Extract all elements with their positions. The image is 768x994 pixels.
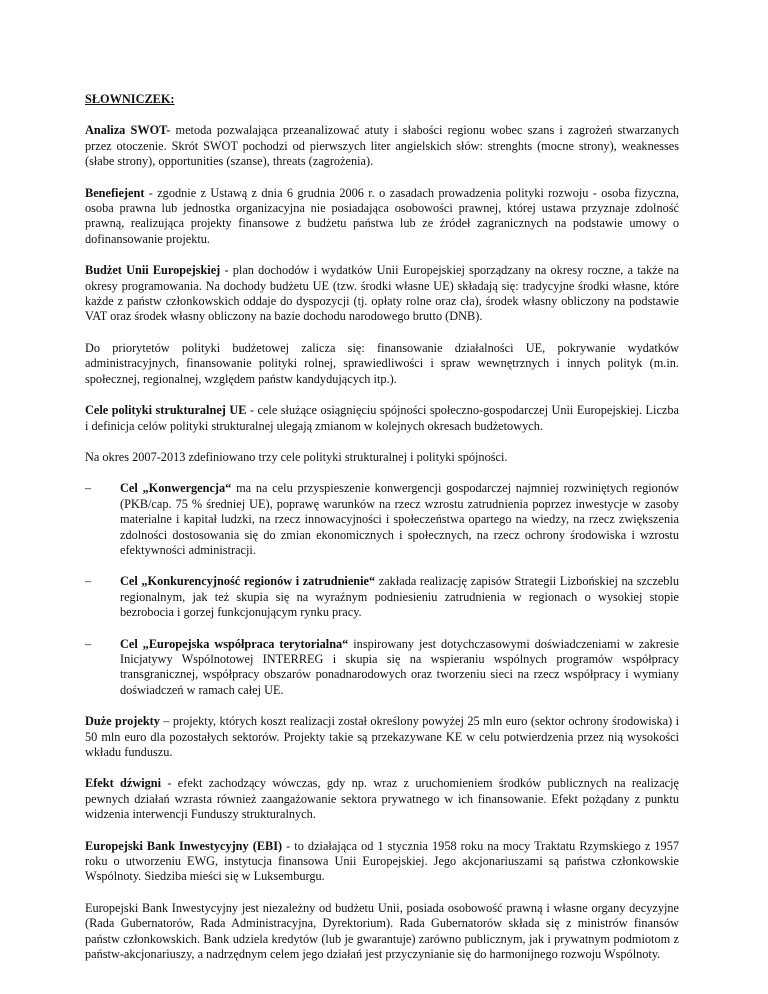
list-item xyxy=(85,574,679,620)
document-page xyxy=(85,92,679,976)
entry-text: – projekty, których koszt realizacji został określony powyżej 25 mln euro (sektor ochrony środowiska) i 50 mln euro dla pozostałych sektorów. Projekty takie są przekazywane KE w celu potwierdzenia przez nią wysokości wkładu funduszu. xyxy=(85,714,679,759)
dash-bullet-icon: – xyxy=(85,481,92,496)
list-item xyxy=(85,637,679,699)
entry-beneficjent xyxy=(85,186,679,248)
entry-swot xyxy=(85,123,679,169)
entry-text: Do priorytetów polityki budżetowej zalicza się: finansowanie działalności UE, pokrywanie wydatków administracyjnych, finansowanie polityki rolnej, sprawiedliwości i spraw wewnętrznych i innych polityk (m.in. społecznej, regionalnej, względem państw kandydujących itp.). xyxy=(85,340,679,386)
entry-ebi xyxy=(85,839,679,885)
paragraph-okres xyxy=(85,450,679,465)
dash-bullet-icon: – xyxy=(85,574,92,589)
entry-text: - to działająca od 1 stycznia 1958 roku na mocy Traktatu Rzymskiego z 1957 roku o utworzeniu EWG, instytucja finansowa Unii Europejskiej. Jego akcjonariuszami są państwa członkowskie Wspólnoty. Siedziba mieści się w Luksemburgu. xyxy=(85,838,679,884)
bullet-term: Cel „Europejska współpraca terytorialna“ xyxy=(120,636,349,651)
paragraph-ebi-details xyxy=(85,901,679,963)
entry-text: Europejski Bank Inwestycyjny jest niezależny od budżetu Unii, posiada osobowość prawną i własne organy decyzyjne (Rada Gubernatorów, Rada Administracyjna, Dyrektorium). Rada Gubernatorów składa się z ministrów finansów państw członkowskich. Bank udziela kredytów (lub je gwarantuje) zarówno publicznym, jak i prywatnym podmiotom z państw-akcjonariuszy, a nadrzędnym celem jego działań jest przyczynianie się do harmonijnego rozwoju Wspólnoty. xyxy=(85,900,679,962)
paragraph-priorytety xyxy=(85,341,679,387)
entry-term: Analiza SWOT- xyxy=(85,123,171,138)
entry-duze-projekty xyxy=(85,714,679,760)
list-item xyxy=(85,481,679,558)
entry-term: Europejski Bank Inwestycyjny (EBI) xyxy=(85,838,283,853)
entry-text: Na okres 2007-2013 zdefiniowano trzy cele polityki strukturalnej i polityki spójności. xyxy=(85,449,508,464)
entry-term: Efekt dźwigni xyxy=(85,776,162,791)
dash-bullet-icon: – xyxy=(85,636,92,651)
entry-term: Benefiejent xyxy=(85,185,145,200)
entry-efekt-dzwigni xyxy=(85,776,679,822)
entry-text: metoda pozwalająca przeanalizować atuty i słabości regionu wobec szans i zagrożeń stwarzanych przez otoczenie. Skrót SWOT pochodzi od pierwszych liter angielskich słów: strenghts (mocne strony), weaknesses (słabe strony), opportunities (szanse), threats (zagrożenia). xyxy=(85,123,679,169)
bullet-text: ma na celu przyspieszenie konwergencji gospodarczej najmniej rozwiniętych regionów (PKB/cap. 75 % średniej UE), poprawę warunków na rzecz wzrostu zatrudnienia poprzez inwestycje w zasoby materialne i kapitał ludzki, na rzecz innowacyjności i społeczeństwa opartego na wiedzy, na rzecz zwiększenia zdolności dostosowania się do zmian ekonomicznych i społecznych, na rzecz ochrony środowiska i wzrostu efektywności administracji. xyxy=(120,481,679,557)
bullet-term: Cel „Konkurencyjność regionów i zatrudnienie“ xyxy=(120,574,376,589)
entry-budzet-ue xyxy=(85,263,679,325)
entry-cele-polityki xyxy=(85,403,679,434)
entry-term: Cele polityki strukturalnej UE xyxy=(85,403,247,418)
entry-text: - zgodnie z Ustawą z dnia 6 grudnia 2006 r. o zasadach prowadzenia polityki rozwoju - osoba fizyczna, osoba prawna lub jednostka organizacyjna nie posiadająca osobowości prawnej, której ustawa przyznaje zdolność prawną, realizująca projekty finansowe z budżetu państwa lub ze źródeł zagranicznych na podstawie umowy o dofinansowanie projektu. xyxy=(85,185,679,246)
goals-list xyxy=(85,481,679,698)
entry-text: - plan dochodów i wydatków Unii Europejskiej sporządzany na okresy roczne, a także na okresy programowania. Na dochody budżetu UE (tzw. środki własne UE) składają się: tradycyjne środki własne, które każde z państw członkowskich oddaje do dyspozycji (tj. opłaty rolne oraz cła), środek własny obliczony na podstawie VAT oraz środek własny obliczony na bazie dochodu narodowego brutto (DNB). xyxy=(85,263,679,324)
bullet-text: inspirowany jest dotychczasowymi doświadczeniami w zakresie Inicjatywy Wspólnotowej INTERREG i skupia się na wspieraniu wspólnych programów współpracy transgranicznej, współpracy obszarów ponadnarodowych oraz tworzeniu sieci na rzecz współpracy i wymiany doświadczeń w ramach całej UE. xyxy=(120,636,679,697)
page-heading: SŁOWNICZEK: xyxy=(85,92,175,106)
bullet-term: Cel „Konwergencja“ xyxy=(120,481,232,496)
entry-term: Budżet Unii Europejskiej xyxy=(85,263,221,278)
entry-term: Duże projekty xyxy=(85,714,160,729)
bullet-text: zakłada realizację zapisów Strategii Lizbońskiej na szczeblu regionalnym, jak też skupia się na wyraźnym podniesieniu zatrudnienia w regionach o wysokiej stopie bezrobocia i gorzej funkcjonującym rynku pracy. xyxy=(120,574,680,620)
entry-text: - efekt zachodzący wówczas, gdy np. wraz z uruchomieniem środków publicznych na realizację pewnych działań wzrasta również zaangażowanie sektora prywatnego w ich finansowanie. Efekt pożądany z punktu widzenia interwencji Funduszy strukturalnych. xyxy=(85,776,679,822)
entry-text: - cele służące osiągnięciu spójności społeczno-gospodarczej Unii Europejskiej. Liczba i definicja celów polityki strukturalnej ulegają zmianom w kolejnych okresach budżetowych. xyxy=(85,403,679,433)
